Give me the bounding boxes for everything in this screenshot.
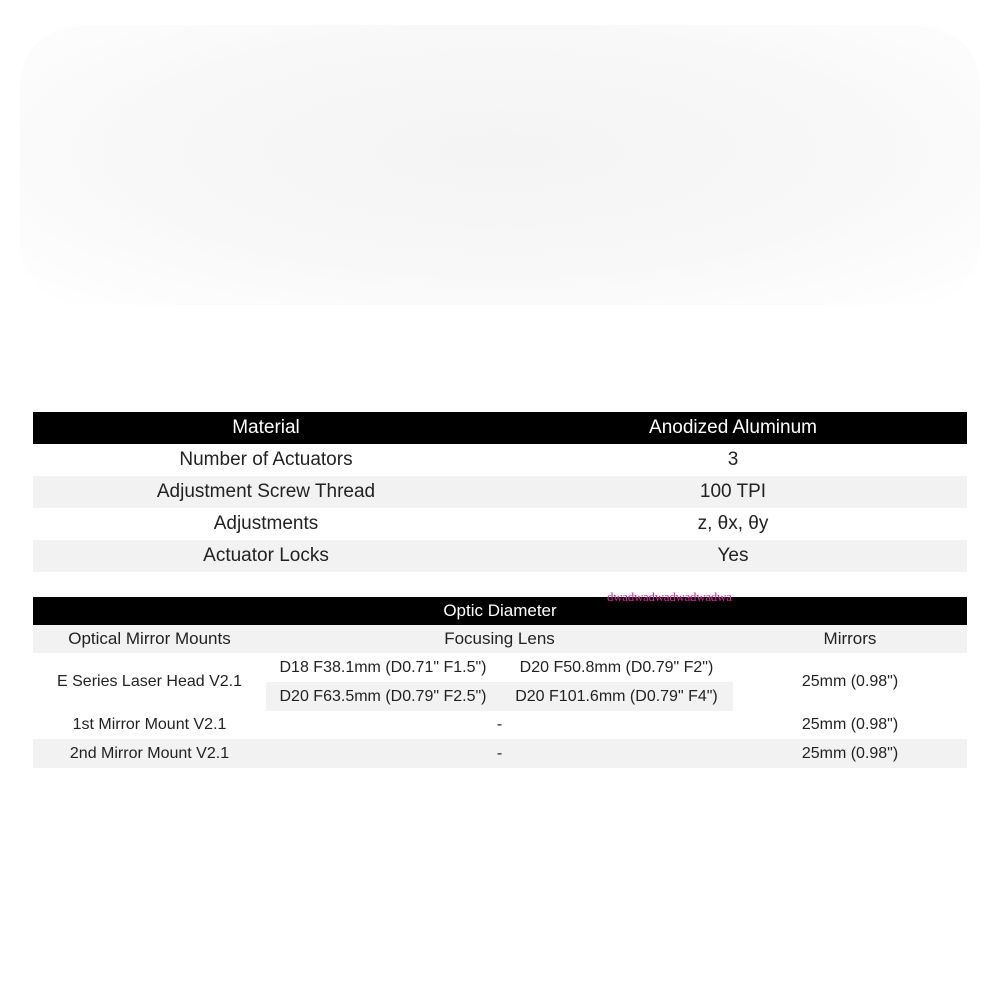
lens-option: D20 F101.6mm (D0.79" F4") bbox=[515, 687, 718, 705]
table-row-1st-mirror bbox=[33, 711, 967, 739]
specs-table bbox=[33, 412, 967, 572]
mirror-size: 25mm (0.98") bbox=[801, 744, 899, 762]
spec-value: 100 TPI bbox=[699, 481, 767, 502]
optic-table-title bbox=[33, 589, 967, 625]
mirror-size: 25mm (0.98") bbox=[801, 673, 899, 690]
specs-header-label: Material bbox=[232, 417, 300, 438]
spec-row-actuator-locks bbox=[33, 540, 967, 572]
mount-name: 1st Mirror Mount V2.1 bbox=[72, 716, 227, 733]
focusing-lens-value: - bbox=[496, 716, 503, 733]
column-header-focusing-lens: Focusing Lens bbox=[444, 629, 555, 648]
lens-option: D20 F50.8mm (D0.79" F2") bbox=[519, 658, 714, 676]
optic-table-title-text: Optic Diameter bbox=[443, 601, 557, 620]
mount-name: 2nd Mirror Mount V2.1 bbox=[69, 744, 230, 762]
column-header-mirrors: Mirrors bbox=[823, 629, 877, 648]
product-image-glow bbox=[20, 25, 980, 305]
focusing-lens-options bbox=[266, 653, 733, 711]
lens-line bbox=[266, 653, 733, 682]
lens-option: D20 F63.5mm (D0.79" F2.5") bbox=[279, 687, 487, 705]
spec-label: Adjustments bbox=[213, 513, 319, 534]
column-header-mounts: Optical Mirror Mounts bbox=[68, 629, 231, 648]
spec-row-actuators bbox=[33, 444, 967, 476]
spec-value: 3 bbox=[727, 449, 739, 470]
spec-label: Actuator Locks bbox=[203, 545, 329, 566]
spec-row-adjustments bbox=[33, 508, 967, 540]
optic-diameter-table bbox=[33, 589, 967, 768]
focusing-lens-value: - bbox=[496, 744, 503, 762]
blurred-product-image bbox=[0, 0, 1000, 330]
watermark-text: dwadwadwadwadwadwa bbox=[607, 589, 732, 604]
lens-option: D18 F38.1mm (D0.71" F1.5") bbox=[279, 658, 487, 676]
specs-header-row bbox=[33, 412, 967, 444]
spec-label: Adjustment Screw Thread bbox=[156, 481, 376, 502]
mount-name: E Series Laser Head V2.1 bbox=[57, 673, 242, 690]
spec-value: z, θx, θy bbox=[697, 513, 769, 534]
mirror-size: 25mm (0.98") bbox=[801, 716, 899, 733]
spec-row-screw-thread bbox=[33, 476, 967, 508]
table-row-2nd-mirror bbox=[33, 739, 967, 768]
spec-label: Number of Actuators bbox=[179, 449, 353, 470]
optic-table-header bbox=[33, 625, 967, 653]
lens-line bbox=[266, 682, 733, 711]
specs-header-value: Anodized Aluminum bbox=[649, 417, 817, 438]
table-row-e-series bbox=[33, 653, 967, 711]
spec-value: Yes bbox=[717, 545, 749, 566]
